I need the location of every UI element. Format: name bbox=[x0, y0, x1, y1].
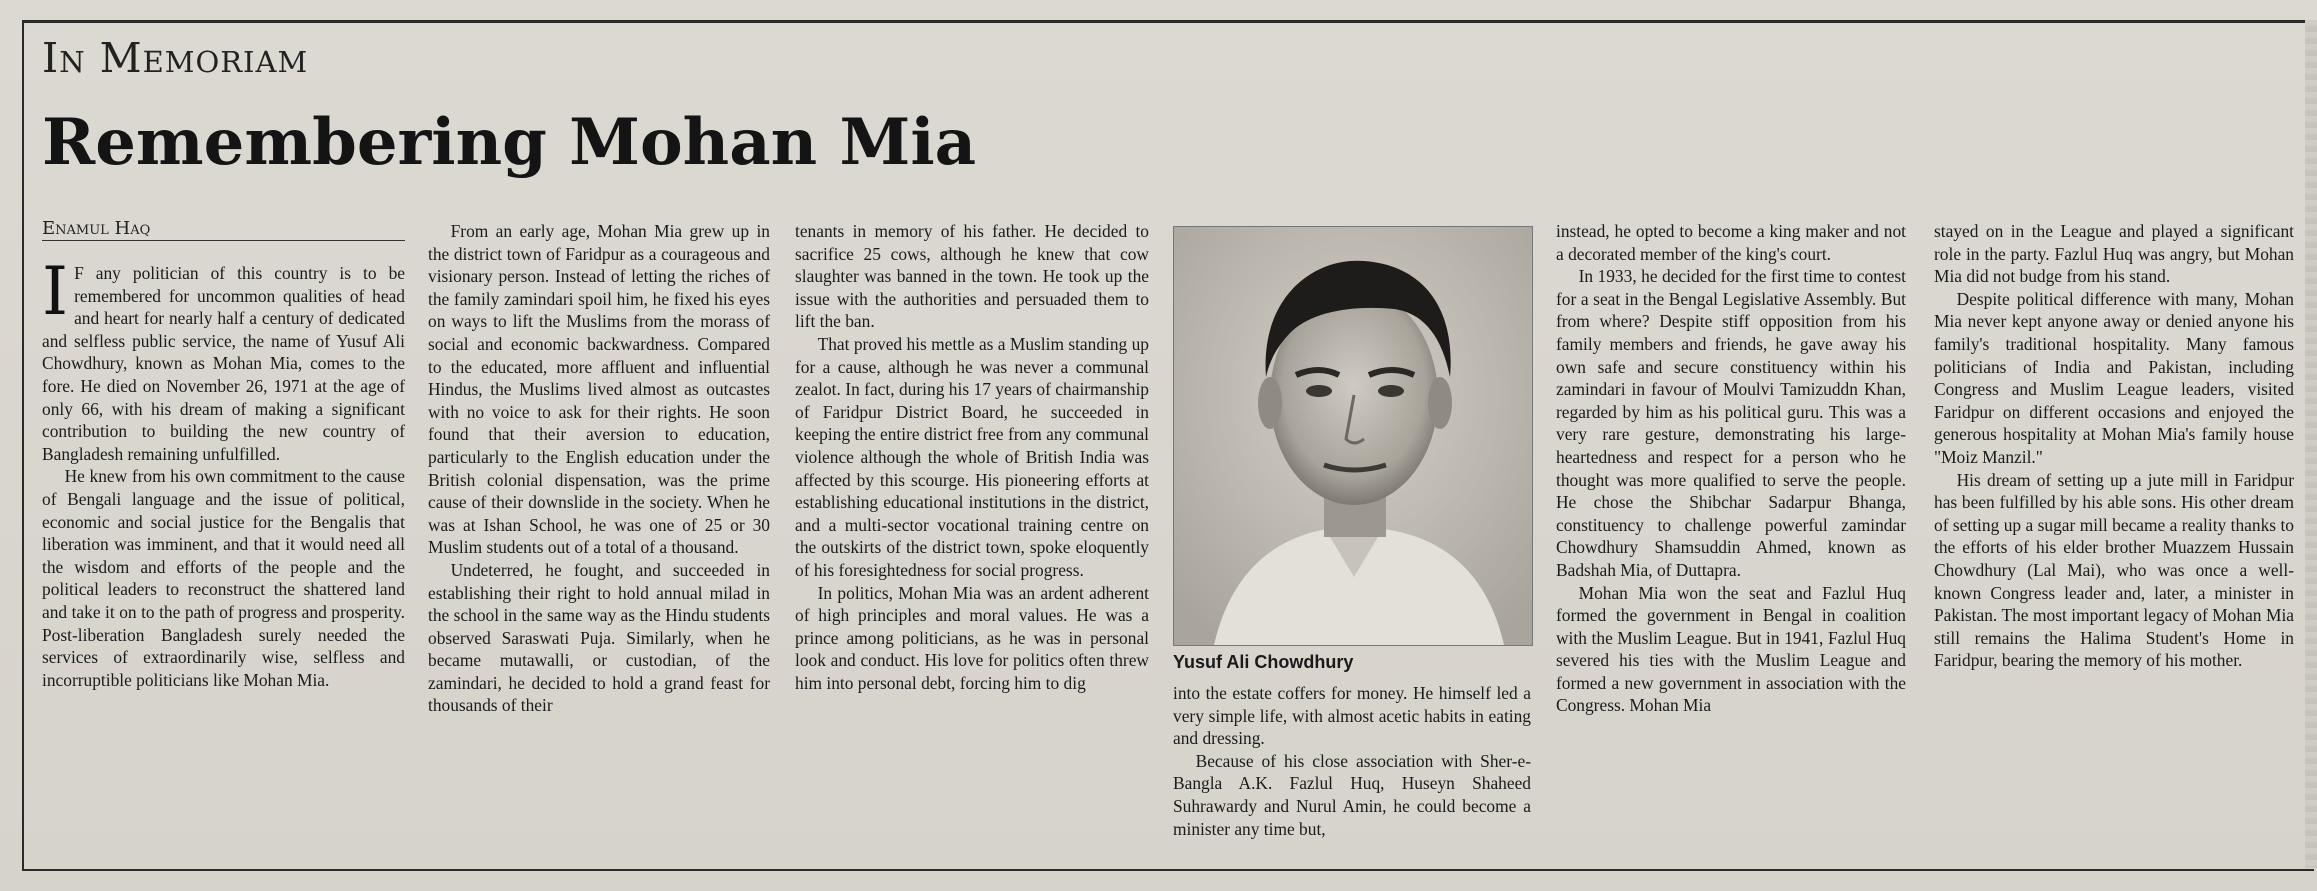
article-column-2 bbox=[428, 220, 770, 860]
paragraph-text: F any politician of this country is to be remembered for uncommon qualities of head and heart for nearly half a century of dedicated and selfless public service, the name of Yusuf Ali Chowdhury, known as Mohan Mia, comes to the fore. He died on November 26, 1971 at the age of only 66, with his dream of making a significant contribution to building the new country of Bangladesh remaining unfulfilled. bbox=[42, 263, 405, 464]
drop-cap: I bbox=[42, 253, 69, 330]
article-column-3 bbox=[795, 220, 1149, 860]
byline-divider bbox=[42, 240, 405, 241]
photo-caption: Yusuf Ali Chowdhury bbox=[1173, 652, 1354, 672]
paragraph: In 1933, he decided for the first time to contest for a seat in the Bengal Legislative Assembly. But from where? Despite stiff opposition from his family members and friends, he gave away his own safe and secure constituency within his zamindari in favour of Moulvi Tamizuddn Khan, regarded by him as his political guru. This was a very rare gesture, demonstrating his large-heartedness and respect for a person who he thought was more qualified to serve the people. He chose the Shibchar Sadarpur Bhanga, constituency to challenge powerful zamindar Chowdhury Shamsuddin Ahmed, known as Badshah Mia, of Duttapra. bbox=[1556, 266, 1906, 580]
article-column-5 bbox=[1556, 220, 1906, 860]
paragraph: In politics, Mohan Mia was an ardent adherent of high principles and moral values. He was a prince among politicians, as he was in personal look and conduct. His love for politics often threw him into personal debt, forcing him to dig bbox=[795, 582, 1149, 693]
section-kicker: In Memoriam bbox=[42, 34, 309, 82]
portrait-photo bbox=[1173, 226, 1533, 646]
article-column-6 bbox=[1934, 220, 2294, 860]
paragraph: From an early age, Mohan Mia grew up in the district town of Faridpur as a courageous and visionary person. Instead of letting the riches of the family zamindari spoil him, he fixed his eyes on ways to lift the Muslims from the morass of social and economic backwardness. Compared to the educated, more affluent and influential Hindus, the Muslims lived almost as outcastes with no voice to ask for their rights. He soon found that their aversion to education, particularly to the English education under the British colonial dispensation, was the prime cause of their downslide in the society. When he was at Ishan School, he was one of 25 or 30 Muslim students out of a total of a thousand. bbox=[428, 221, 770, 558]
article-column-1 bbox=[42, 253, 405, 860]
article-headline: Remembering Mohan Mia bbox=[42, 105, 977, 180]
paragraph bbox=[42, 253, 405, 465]
paragraph: His dream of setting up a jute mill in Faridpur has been fulfilled by his able sons. His other dream of setting up a sugar mill became a reality thanks to the efforts of his elder brother Muazzem Hussain Chowdhury (Lal Mai), who was once a well-known Congress leader and, later, a minister in Pakistan. The most important legacy of Mohan Mia still remains the Halima Student's Home in Faridpur, bearing the memory of his mother. bbox=[1934, 469, 2294, 671]
paragraph: stayed on in the League and played a significant role in the party. Fazlul Huq was angry, but Mohan Mia did not budge from his stand. bbox=[1934, 221, 2294, 287]
paragraph: Mohan Mia won the seat and Fazlul Huq formed the government in Bengal in coalition with the Muslim League. But in 1941, Fazlul Huq severed his ties with the Muslim League and formed a new government in association with the Congress. Mohan Mia bbox=[1556, 582, 1906, 716]
paragraph: Because of his close association with Sher-e-Bangla A.K. Fazlul Huq, Huseyn Shaheed Suhrawardy and Nurul Amin, he could become a minister any time but, bbox=[1173, 750, 1531, 839]
paragraph: That proved his mettle as a Muslim standing up for a cause, although he was never a communal zealot. In fact, during his 17 years of chairmanship of Faridpur District Board, he succeeded in keeping the entire district free from any communal violence although the whole of British India was affected by this scourge. His pioneering efforts at establishing educational institutions in the district, and a multi-sector vocational training centre on the outskirts of the district town, spoke eloquently of his foresightedness for social progress. bbox=[795, 333, 1149, 580]
portrait-illustration bbox=[1174, 227, 1532, 645]
paragraph: He knew from his own commitment to the cause of Bengali language and the issue of political, economic and social justice for the Bengalis that liberation was imminent, and that it would need all the wisdom and efforts of the people and the political leaders to reconstruct the shattered land and take it on to the path of progress and prosperity. Post-liberation Bangladesh surely needed the services of extraordinarily wise, selfless and incorruptible politicians like Mohan Mia. bbox=[42, 466, 405, 690]
article-column-4 bbox=[1173, 682, 1531, 862]
adjacent-column-edge bbox=[2305, 20, 2317, 868]
paragraph: Despite political difference with many, Mohan Mia never kept anyone away or denied anyone his family's traditional hospitality. Many famous politicians of India and Pakistan, including Congress and Muslim League leaders, visited Faridpur on different occasions and enjoyed the generous hospitality at Mohan Mia's family house "Moiz Manzil." bbox=[1934, 288, 2294, 467]
paragraph: into the estate coffers for money. He himself led a very simple life, with almost acetic habits in eating and dressing. bbox=[1173, 683, 1531, 749]
paragraph: tenants in memory of his father. He decided to sacrifice 25 cows, although he knew that cow slaughter was banned in the town. He took up the issue with the authorities and persuaded them to lift the ban. bbox=[795, 221, 1149, 332]
paragraph: instead, he opted to become a king maker and not a decorated member of the king's court. bbox=[1556, 221, 1906, 264]
author-byline: Enamul Haq bbox=[42, 218, 151, 239]
paragraph: Undeterred, he fought, and succeeded in establishing their right to hold annual milad in the school in the same way as the Hindu students observed Saraswati Puja. Similarly, when he became mutawalli, or custodian, of the zamindari, he decided to hold a grand feast for thousands of their bbox=[428, 559, 770, 716]
